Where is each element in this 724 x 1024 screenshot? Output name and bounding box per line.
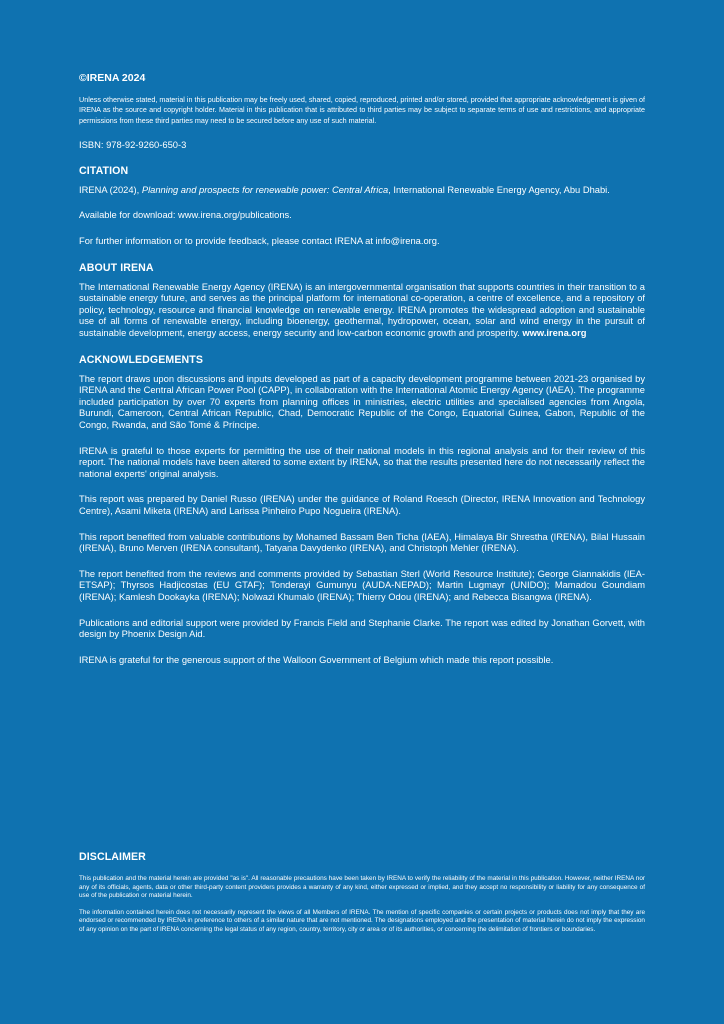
disclaimer-paragraph-2: The information contained herein does not necessarily represent the views of all Members of IRENA. The mention of specific companies or certain projects or products does not imply that they are endorsed or recommended by IRENA in preference to others of a similar nature that are not mentioned. The designations employed and the presentation of material herein do not imply the expression of any opinion on the part of IRENA concerning the legal status of any region, country, territory, city or area or of its authorities, or concerning the delimitation of frontiers or boundaries. — [79, 908, 645, 933]
ack-paragraph-6: Publications and editorial support were provided by Francis Field and Stephanie Clarke. The report was edited by Jonathan Gorvett, with design by Phoenix Design Aid. — [79, 617, 645, 640]
disclaimer-section — [79, 851, 645, 935]
disclaimer-heading: DISCLAIMER — [79, 851, 146, 863]
disclaimer-paragraph-1: This publication and the material herein are provided "as is". All reasonable precautions have been taken by IRENA to verify the reliability of the material in this publication. However, neither IRENA nor any of its officials, agents, data or other third-party content providers provides a warranty of any kind, either expressed or implied, and they accept no responsibility or liability for any consequence of use of the publication or material herein. — [79, 875, 645, 900]
copyright-title: ©IRENA 2024 — [79, 72, 146, 84]
isbn: ISBN: 978-92-9260-650-3 — [79, 138, 187, 150]
irena-website-link[interactable]: www.irena.org — [522, 328, 587, 339]
citation-suffix: , International Renewable Energy Agency, Abu Dhabi. — [388, 184, 610, 195]
ack-paragraph-7: IRENA is grateful for the generous support of the Walloon Government of Belgium which made this report possible. — [79, 654, 554, 665]
citation-text — [79, 185, 645, 197]
about-text — [79, 282, 645, 340]
about-heading: ABOUT IRENA — [79, 261, 154, 274]
main-content — [79, 72, 645, 666]
citation-title: Planning and prospects for renewable power: Central Africa — [141, 184, 389, 195]
download-text: Available for download: www.irena.org/publications. — [79, 210, 292, 221]
ack-paragraph-2: IRENA is grateful to those experts for permitting the use of their national models in this regional analysis and for their review of this report. The national models have been altered to some extent by IRENA, so that the results presented here do not necessarily reflect the national experts' original analysis. — [79, 445, 645, 479]
about-body: The International Renewable Energy Agency (IRENA) is an intergovernmental organisation that supports countries in their transition to a sustainable energy future, and serves as the principal platform for international co-operation, a centre of excellence, and a repository of policy, technology, resource and financial knowledge on renewable energy. IRENA promotes the widespread adoption and sustainable use of all forms of renewable energy, including bioenergy, geothermal, hydropower, ocean, solar and wind energy in the pursuit of sustainable development, energy access, energy security and low-carbon economic growth and prosperity. — [79, 281, 645, 339]
feedback-text: For further information or to provide feedback, please contact IRENA at info@irena.org. — [79, 236, 440, 247]
ack-paragraph-4: This report benefited from valuable contributions by Mohamed Bassam Ben Ticha (IAEA), Himalaya Bir Shrestha (IRENA), Bilal Hussain (IRENA), Bruno Merven (IRENA consultant), Tatyana Davydenko (IRENA), and Christoph Mehler (IRENA). — [79, 531, 645, 554]
ack-paragraph-1: The report draws upon discussions and inputs developed as part of a capacity development programme between 2021-23 organised by IRENA and the Central African Power Pool (CAPP), in collaboration with the International Atomic Energy Agency (IAEA). The programme included participation by over 70 experts from planning offices in ministries, electric utilities and specialised agencies from Angola, Burundi, Cameroon, Central African Republic, Chad, Democratic Republic of the Congo, Equatorial Guinea, Gabon, Republic of the Congo, Rwanda, and São Tomé & Príncipe. — [79, 373, 645, 431]
citation-prefix: IRENA (2024), — [79, 184, 142, 195]
ack-paragraph-3: This report was prepared by Daniel Russo (IRENA) under the guidance of Roland Roesch (Director, IRENA Innovation and Technology Centre), Asami Miketa (IRENA) and Larissa Pinheiro Pupo Nogueira (IRENA). — [79, 494, 645, 516]
acknowledgements-heading: ACKNOWLEDGEMENTS — [79, 353, 204, 366]
ack-paragraph-5: The report benefited from the reviews and comments provided by Sebastian Sterl (World Resource Institute); George Giannakidis (IEA-ETSAP); Thyrsos Hadjicostas (EU GTAF); Tonderayi Gumunyu (AUDA-NEPAD); Martin Lugmayr (UNIDO); Mamadou Goundiam (IRENA); Kamlesh Dookayka (IRENA); Nolwazi Khumalo (IRENA); Thierry Odou (IRENA); and Rebecca Bisangwa (IRENA). — [79, 568, 645, 602]
copyright-notice: Unless otherwise stated, material in this publication may be freely used, shared, copied, reproduced, printed and/or stored, provided that appropriate acknowledgement is given of IRENA as the source and copyright holder. Material in this publication that is attributed to third parties may be subject to separate terms of use and restrictions, and appropriate permissions from these third parties may need to be secured before any use of such material. — [79, 95, 645, 125]
citation-heading: CITATION — [79, 164, 129, 177]
